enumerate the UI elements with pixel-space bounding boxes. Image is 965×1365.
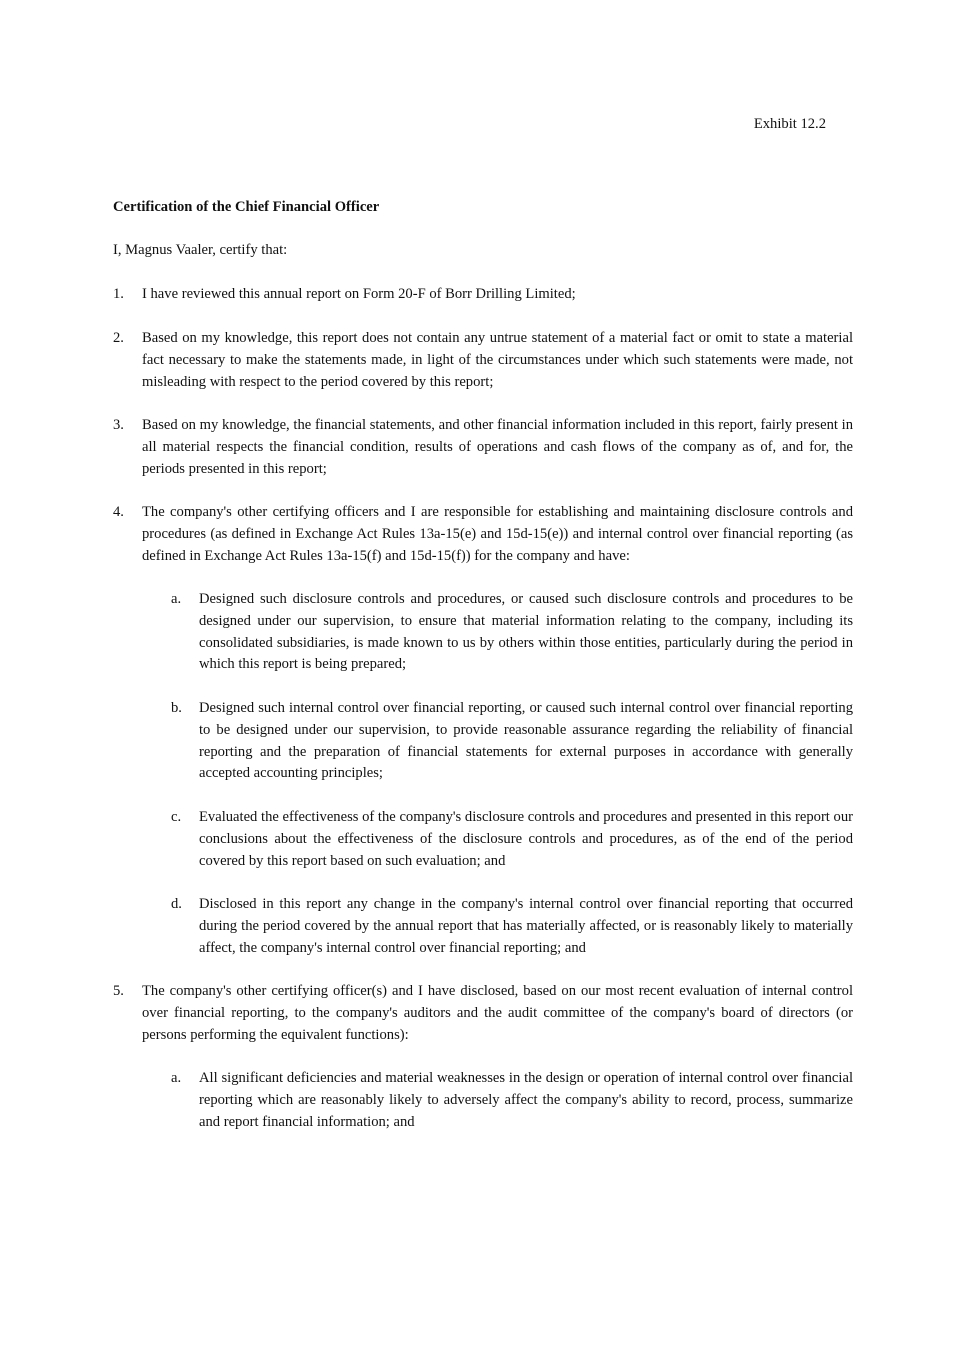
certification-item-1 bbox=[113, 284, 853, 306]
subitem-text: All significant deficiencies and material weaknesses in the design or operation of internal control over financial reporting which are reasonably likely to adversely affect the company's ability to record, process, summarize and report financial information; and bbox=[199, 1070, 853, 1130]
subitem-letter: d. bbox=[171, 896, 182, 912]
certification-subitem-4a bbox=[171, 589, 853, 676]
subitem-letter: c. bbox=[171, 809, 182, 825]
item-text: The company's other certifying officer(s) and I have disclosed, based on our most recent evaluation of internal control over financial reporting, to the company's auditors and the audit committee of the company's board of directors (or persons performing the equivalent functions): bbox=[142, 983, 853, 1043]
item-number: 5. bbox=[113, 983, 124, 999]
subitem-text: Disclosed in this report any change in the company's internal control over financial reporting that occurred during the period covered by the annual report that has materially affected, or is reasonably likely to materially affect, the company's internal control over financial reporting; and bbox=[199, 896, 853, 956]
subitem-letter: a. bbox=[171, 591, 182, 607]
item-text: I have reviewed this annual report on Form 20-F of Borr Drilling Limited; bbox=[142, 286, 576, 302]
certification-item-4 bbox=[113, 502, 853, 567]
subitem-text: Evaluated the effectiveness of the company's disclosure controls and procedures and presented in this report our conclusions about the effectiveness of the disclosure controls and procedures, as of the end of the period covered by this report based on such evaluation; and bbox=[199, 809, 853, 869]
item-number: 2. bbox=[113, 330, 124, 346]
subitem-letter: a. bbox=[171, 1070, 182, 1086]
item-text: The company's other certifying officers and I are responsible for establishing and maintaining disclosure controls and procedures (as defined in Exchange Act Rules 13a-15(e) and 15d-15(e)) and internal control over financial reporting (as defined in Exchange Act Rules 13a-15(f) and 15d-15(f)) for the company and have: bbox=[142, 504, 853, 564]
subitem-text: Designed such internal control over financial reporting, or caused such internal control over financial reporting to be designed under our supervision, to provide reasonable assurance regarding the reliability of financial reporting and the preparation of financial statements for external purposes in accordance with generally accepted accounting principles; bbox=[199, 700, 853, 782]
exhibit-label: Exhibit 12.2 bbox=[753, 116, 826, 132]
intro-statement: I, Magnus Vaaler, certify that: bbox=[113, 242, 288, 258]
certification-item-5 bbox=[113, 981, 853, 1046]
certification-subitem-4b bbox=[171, 698, 853, 785]
item-text: Based on my knowledge, this report does not contain any untrue statement of a material fact or omit to state a material fact necessary to make the statements made, in light of the circumstances under which such statements were made, not misleading with respect to the period covered by this report; bbox=[142, 330, 853, 390]
item-number: 3. bbox=[113, 417, 124, 433]
certification-item-2 bbox=[113, 328, 853, 393]
certification-item-3 bbox=[113, 415, 853, 480]
subitem-letter: b. bbox=[171, 700, 182, 716]
item-number: 1. bbox=[113, 286, 124, 302]
certification-subitem-4c bbox=[171, 807, 853, 872]
certification-subitem-4d bbox=[171, 894, 853, 959]
subitem-text: Designed such disclosure controls and procedures, or caused such disclosure controls and procedures to be designed under our supervision, to ensure that material information relating to the company, including its consolidated subsidiaries, is made known to us by others within those entities, particularly during the period in which this report is being prepared; bbox=[199, 591, 853, 673]
item-text: Based on my knowledge, the financial statements, and other financial information included in this report, fairly present in all material respects the financial condition, results of operations and cash flows of the company as of, and for, the periods presented in this report; bbox=[142, 417, 853, 477]
item-number: 4. bbox=[113, 504, 124, 520]
certification-subitem-5a bbox=[171, 1068, 853, 1133]
document-title: Certification of the Chief Financial Officer bbox=[113, 199, 380, 215]
